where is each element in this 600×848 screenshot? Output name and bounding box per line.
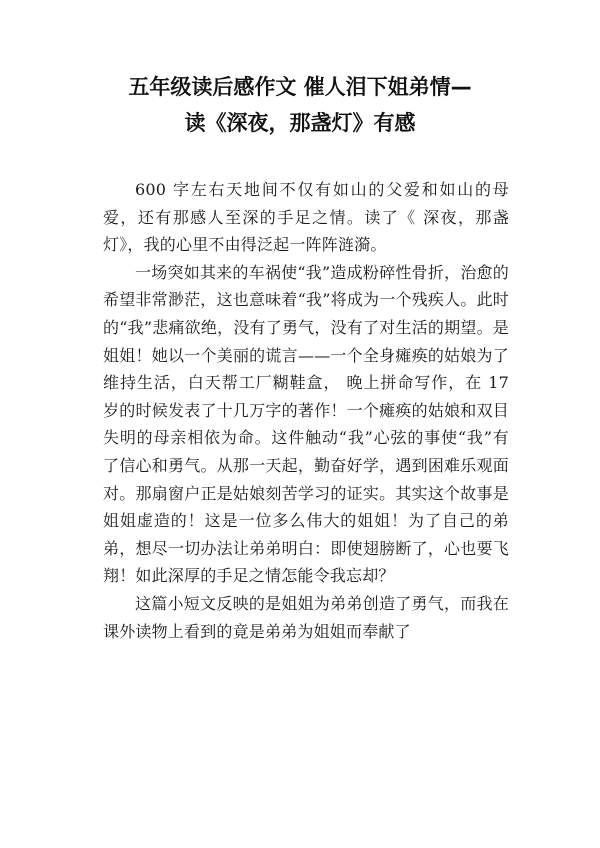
document-body [103, 176, 509, 645]
paragraph-2: 一场突如其来的车祸使“我”造成粉碎性骨折，治愈的希望非常渺茫，这也意味着“我”将成为一个残疾人。此时的“我”悲痛欲绝，没有了勇气，没有了对生活的期望。是姐姐！她以一个美丽的谎言——一个全身瘫痪的姑娘为了维持生活，白天帮工厂糊鞋盒， 晚上拼命写作，在 17 岁的时候发表了十几万字的著作！一个瘫痪的姑娘和双目失明的母亲相依为命。这件触动“我”心弦的事使“我”有了信心和勇气。从那一天起，勤奋好学，遇到困难乐观面对。那扇窗户正是姑娘刻苦学习的证实。其实这个故事是姐姐虚造的！这是一位多么伟大的姐姐！为了自己的弟弟，想尽一切办法让弟弟明白：即使翅膀断了，心也要飞翔！如此深厚的手足之情怎能令我忘却？ [103, 262, 509, 586]
paragraph-3: 这篇小短文反映的是姐姐为弟弟创造了勇气，而我在课外读物上看到的竟是弟弟为姐姐而奉献了 [103, 593, 509, 641]
document-title-line-2: 读《深夜，那盏灯》有感 [184, 111, 416, 135]
document-title-line-1: 五年级读后感作文 催人泪下姐弟情— [128, 75, 472, 99]
paragraph-1: 600 字左右天地间不仅有如山的父爱和如山的母爱，还有那感人至深的手足之情。读了《 深夜，那盏灯》，我的心里不由得泛起一阵阵涟漪。 [103, 180, 509, 255]
